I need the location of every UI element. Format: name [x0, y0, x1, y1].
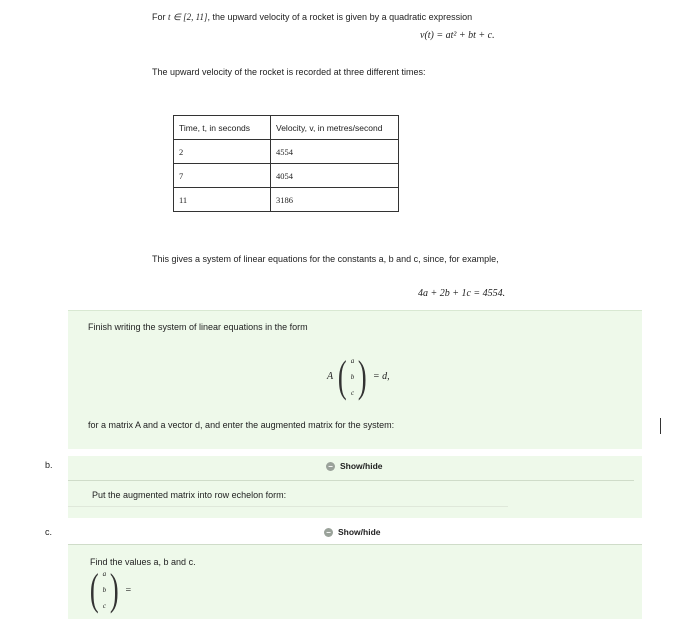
table-header-row: [174, 116, 399, 140]
intro-var-t: t: [168, 12, 171, 22]
part-b-instruction: Put the augmented matrix into row echelon form:: [92, 490, 287, 500]
part-a-format-text: for a matrix A and a vector d, and enter the augmented matrix for the system:: [88, 420, 395, 430]
part-c-panel: [68, 544, 642, 619]
table-cell: 2: [174, 140, 271, 164]
showhide-label: Show/hide: [338, 527, 381, 537]
left-paren: (: [89, 565, 99, 614]
showhide-label: Show/hide: [340, 461, 383, 471]
collapse-icon: −: [326, 462, 335, 471]
divider: [68, 480, 634, 481]
right-paren: ): [110, 565, 119, 614]
recorded-text: The upward velocity of the rocket is recorded at three different times:: [152, 67, 426, 77]
table-cell: 7: [174, 164, 271, 188]
matrix-a-label: A: [327, 371, 334, 382]
table-header-velocity: Velocity, v, in metres/second: [271, 116, 399, 140]
vector-entry: a: [102, 570, 107, 578]
table-header-time: Time, t, in seconds: [174, 116, 271, 140]
answer-vector: [102, 570, 108, 610]
table-row: [174, 140, 399, 164]
table-cell: 4554: [271, 140, 399, 164]
vector-entry: c: [102, 602, 106, 610]
vector-entry: b: [102, 586, 107, 594]
left-paren: (: [338, 351, 347, 401]
matrix-equation: [327, 351, 390, 401]
intro-suffix: , the upward velocity of a rocket is given by a quadratic expression: [207, 12, 473, 22]
table-row: [174, 164, 399, 188]
divider: [68, 506, 508, 507]
vector-entry: a: [350, 356, 355, 365]
part-b-showhide-button[interactable]: [326, 461, 383, 471]
table-cell: 4054: [271, 164, 399, 188]
part-a-instruction: Finish writing the system of linear equations in the form: [88, 322, 308, 332]
table-row: [174, 188, 399, 212]
table-cell: 11: [174, 188, 271, 212]
right-paren: ): [358, 351, 367, 401]
system-intro-text: This gives a system of linear equations for the constants a, b and c, since, for example,: [152, 254, 499, 264]
part-c-label: c.: [45, 527, 53, 537]
velocity-equation: v(t) = at² + bt + c.: [420, 30, 495, 41]
intro-interval: ∈ [2, 11]: [173, 12, 208, 22]
intro-text: [152, 12, 472, 23]
unknown-vector: [350, 357, 356, 397]
table-cell: 3186: [271, 188, 399, 212]
part-b-label: b.: [45, 460, 53, 470]
answer-vector-equation: [87, 565, 132, 614]
part-c-showhide-button[interactable]: [324, 527, 381, 537]
vector-entry: b: [350, 372, 355, 381]
collapse-icon: −: [324, 528, 333, 537]
velocity-table: [173, 115, 399, 212]
text-cursor: [660, 418, 661, 434]
equals-sign: =: [124, 584, 132, 596]
example-equation: 4a + 2b + 1c = 4554.: [418, 288, 506, 299]
intro-prefix: For: [152, 12, 169, 22]
part-c-instruction: Find the values a, b and c.: [90, 557, 196, 567]
rhs-vector-d: = d,: [372, 371, 390, 382]
vector-entry: c: [350, 388, 355, 397]
